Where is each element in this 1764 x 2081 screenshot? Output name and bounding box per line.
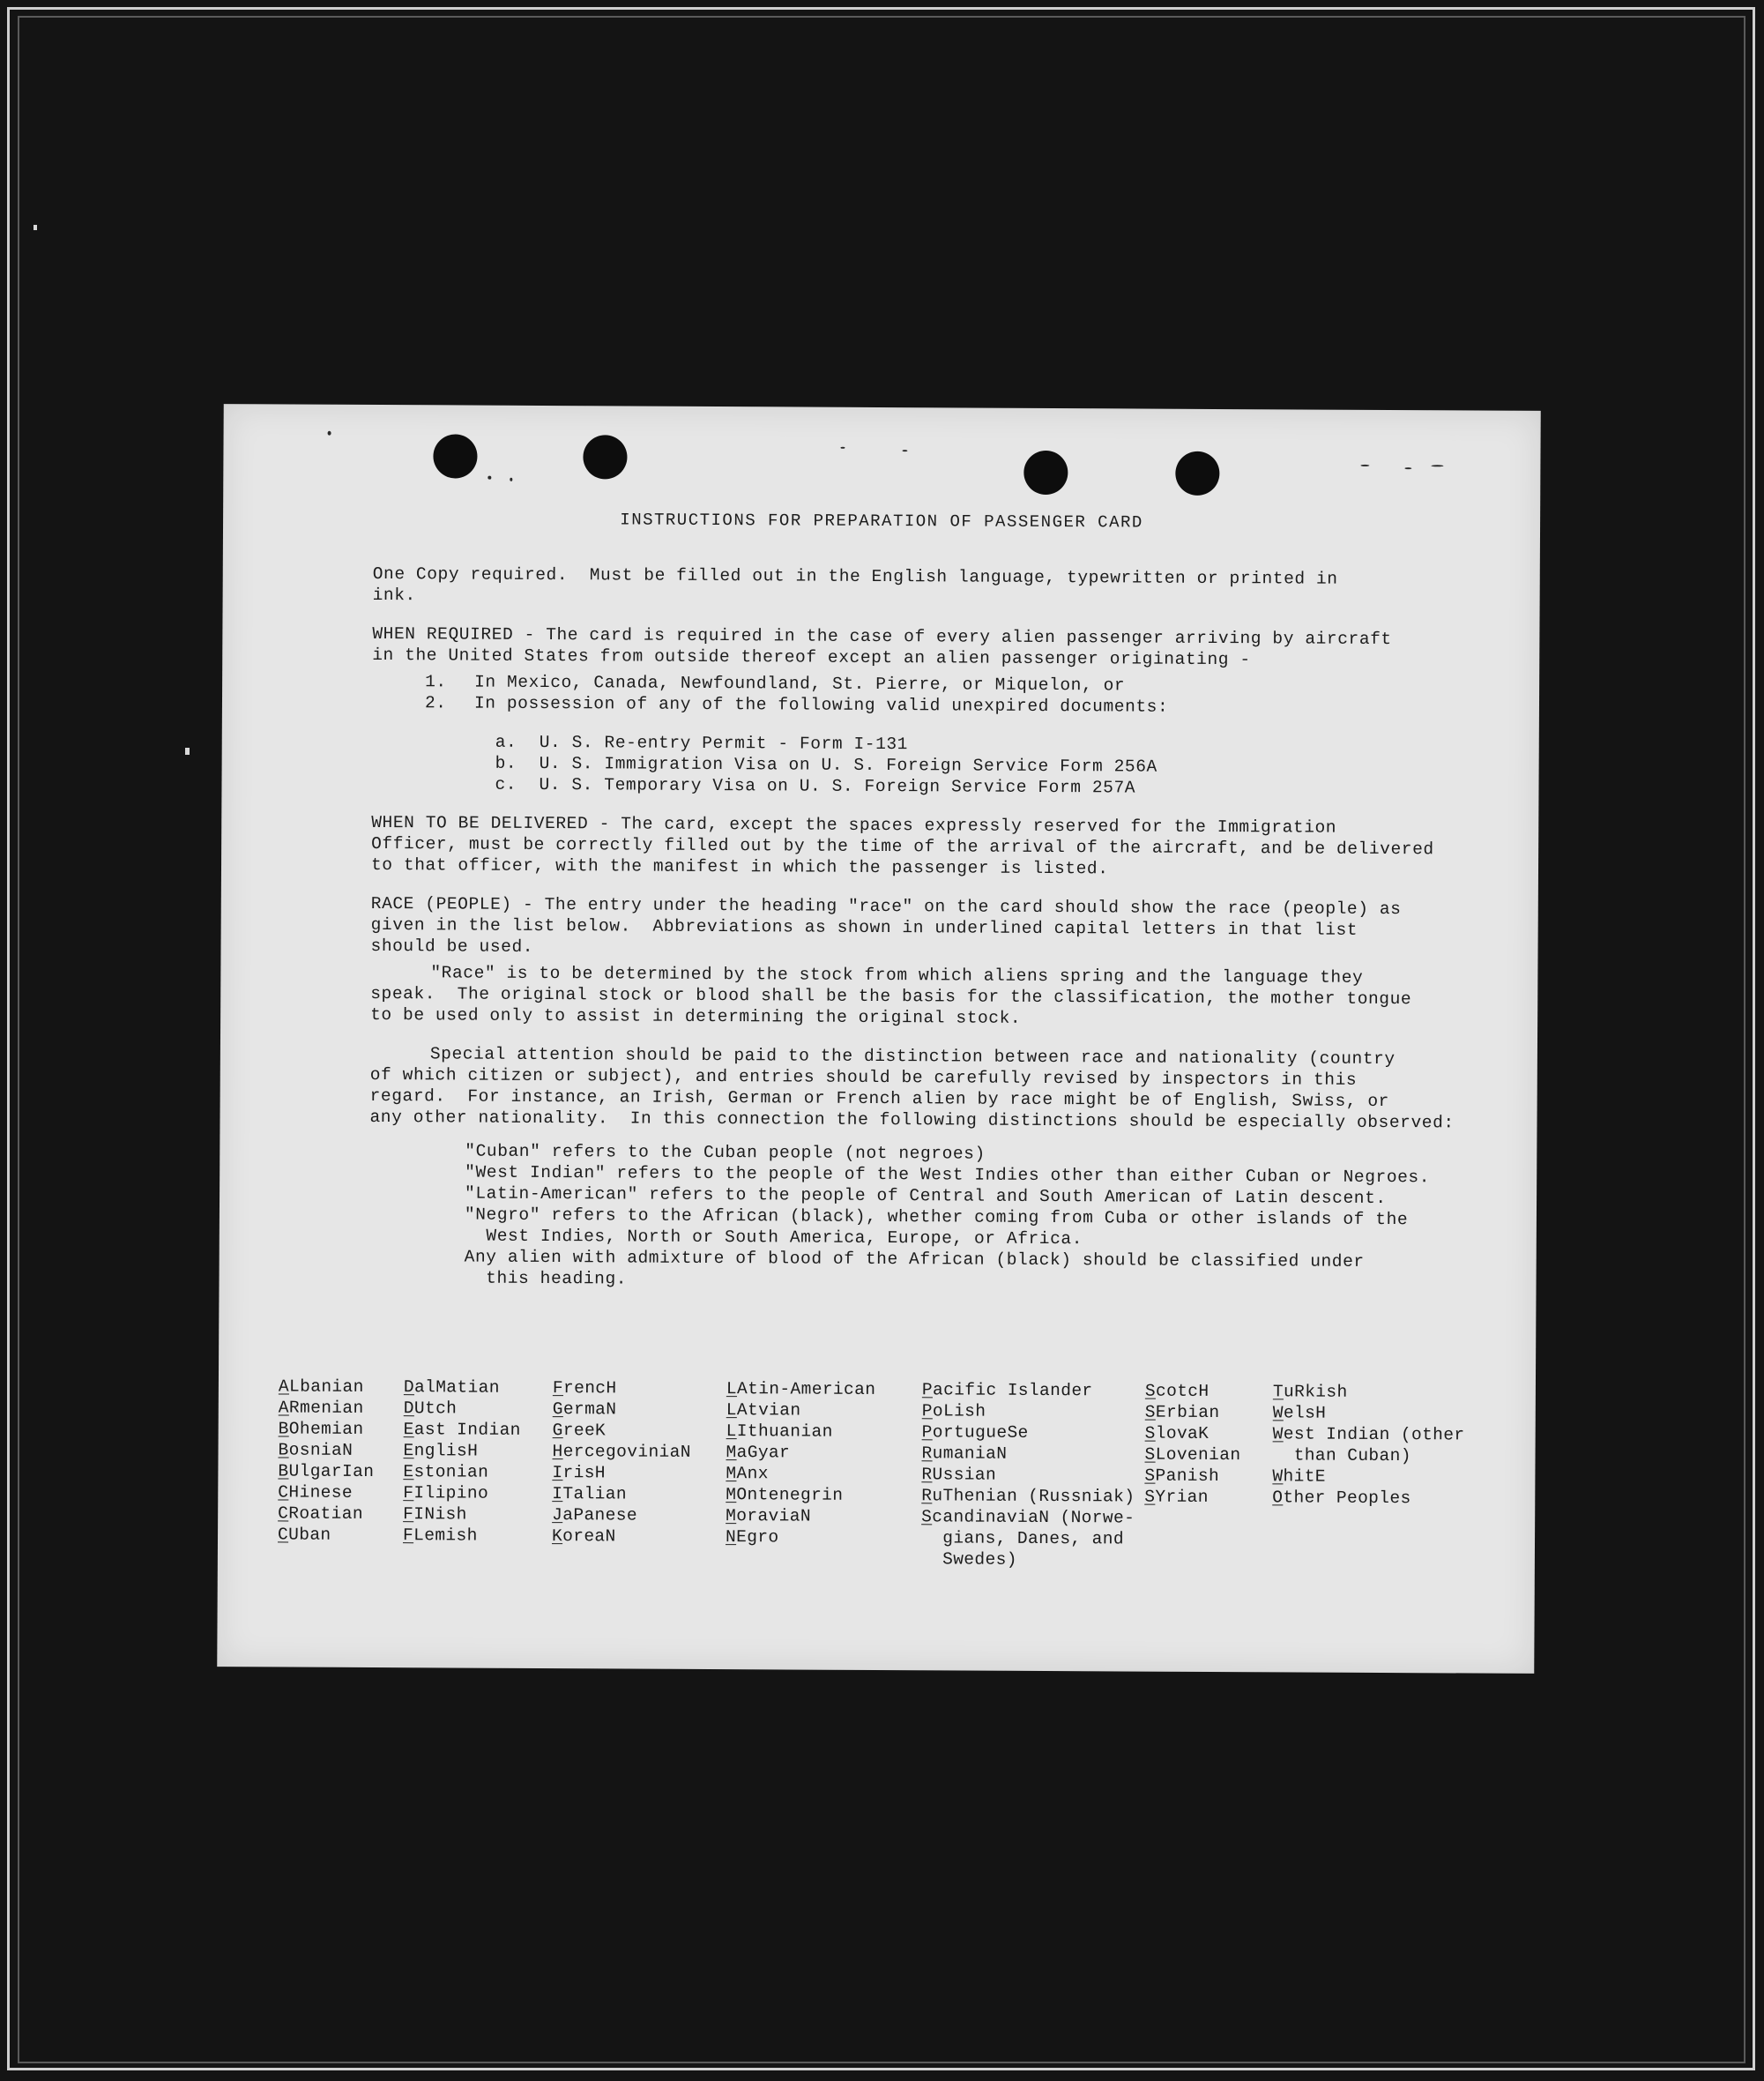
list-item: a. U. S. Re-entry Permit - Form I-131 [495,732,909,755]
race-entry: BosniaN [278,1440,354,1460]
race-nationality-paragraph: Special attention should be paid to the distinction between race and nationality (country of which citizen or subject), and entries should be carefully revised by inspectors in this regard. For instance, an Irish, German or French alien by race might be of English, Swiss, or any other nationality. In this connection the following distinctions should be especially observed: [369,1044,1455,1133]
race-entry: MOntenegrin [726,1485,844,1505]
race-entry: CUban [277,1525,331,1545]
list-item: "Latin-American" refers to the people of Central and South American of Latin descent. [465,1183,1387,1209]
race-entry: Swedes) [920,1549,1017,1570]
race-column [726,1378,875,1548]
race-entry: West Indian (other [1272,1424,1465,1445]
list-item: "West Indian" refers to the people of the West Indies other than either Cuban or Negroes. [465,1162,1431,1188]
film-edge-mark [33,225,37,230]
race-column [278,1376,375,1546]
scan-speck [841,447,845,449]
list-item: "Cuban" refers to the Cuban people (not negroes) [465,1141,986,1164]
race-entry: RUssian [921,1465,997,1485]
race-entry: EnglisH [403,1441,479,1461]
race-entry: LIthuanian [726,1421,833,1442]
race-entry: BOhemian [278,1419,364,1439]
race-entry: SErbian [1144,1402,1220,1423]
race-entry: LAtvian [726,1400,801,1421]
race-entry: WelsH [1272,1403,1327,1423]
distinctions-list [465,1141,1507,1294]
list-item: 2. In possession of any of the following valid unexpired documents: [424,693,1169,717]
when-required-paragraph: WHEN REQUIRED - The card is required in the case of every alien passenger arriving by aircraft in the United States from outside thereof except an alien passenger originating - [372,623,1392,670]
race-entry: JaPanese [552,1505,638,1525]
race-people-paragraph: RACE (PEOPLE) - The entry under the heading "race" on the card should show the race (people) as given in the list below. Abbreviations as shown in underlined capital letters in that list should be used. [370,893,1402,957]
race-entry: SYrian [1144,1487,1209,1507]
race-entry: GermaN [552,1399,617,1420]
race-entry: ScotcH [1144,1381,1209,1401]
race-entry: HercegoviniaN [552,1442,691,1462]
race-entry: GreeK [552,1421,607,1441]
race-entry: gians, Danes, and [920,1528,1125,1549]
race-column [403,1376,521,1547]
scan-speck [488,476,491,480]
scan-speck [510,478,512,481]
race-entry: than Cuban) [1272,1445,1411,1466]
race-column [1272,1381,1465,1509]
race-entry: DalMatian [403,1377,500,1398]
race-entry: PortugueSe [921,1422,1029,1443]
scan-speck [328,431,331,436]
race-entry: SLovenian [1144,1444,1241,1466]
race-entry: CHinese [278,1482,354,1503]
punch-hole [433,434,477,478]
race-entry: NEgro [725,1527,779,1548]
race-entry: CRoatian [278,1503,364,1524]
list-item: "Negro" refers to the African (black), whether coming from Cuba or other islands of the West Indies, North or South America, Europe, or Africa. [464,1205,1409,1249]
exemption-list [425,671,1509,719]
race-entry: KoreaN [551,1526,616,1547]
document-body [369,563,1510,1294]
punch-hole [1023,451,1068,495]
punch-hole [583,435,627,479]
race-definition-paragraph: "Race" is to be determined by the stock from which aliens spring and the language they speak. The original stock or blood shall be the basis for the classification, the mother tongue to be used only to assist in determining the original stock. [370,963,1412,1028]
scan-speck [1404,467,1411,469]
scan-speck [1360,465,1369,466]
race-entry: SPanish [1144,1466,1220,1487]
film-edge-mark [185,748,190,755]
race-entry: ARmenian [278,1398,364,1418]
list-item: 1. In Mexico, Canada, Newfoundland, St. Pierre, or Miquelon, or [425,672,1126,696]
race-column [552,1377,691,1548]
race-entry: BUlgarIan [278,1461,375,1482]
race-entry: FIlipino [403,1483,489,1503]
list-item: Any alien with admixture of blood of the African (black) should be classified under this heading. [464,1247,1365,1289]
race-entry: FLemish [402,1525,478,1546]
race-entry: ScandinaviaN (Norwe- [921,1507,1135,1528]
race-entry: WhitE [1272,1466,1326,1487]
race-entry: TuRkish [1272,1382,1348,1402]
race-entry: MAnx [726,1464,769,1484]
document-title: INSTRUCTIONS FOR PREPARATION OF PASSENGER CARD [620,510,1143,533]
race-list [277,1376,1513,1570]
list-item: b. U. S. Immigration Visa on U. S. Foreign Service Form 256A [495,753,1157,777]
punch-hole [1175,451,1219,496]
race-entry: East Indian [403,1420,521,1440]
document-sheet [217,404,1540,1674]
race-entry: FINish [403,1504,467,1525]
race-entry: MaGyar [726,1443,791,1463]
race-column [921,1379,1135,1570]
race-entry: RuThenian (Russniak) [921,1486,1135,1507]
race-entry: PoLish [921,1401,986,1421]
race-entry: Pacific Islander [921,1380,1093,1401]
race-entry: FrencH [552,1378,617,1399]
race-entry: RumaniaN [921,1443,1008,1464]
document-list [495,732,1508,801]
race-entry: IrisH [552,1463,607,1483]
race-entry: ALbanian [278,1376,364,1397]
race-entry: SlovaK [1144,1423,1209,1443]
race-entry: Other Peoples [1272,1488,1411,1509]
copy-requirement-paragraph: One Copy required. Must be filled out in the English language, typewritten or printed in ink. [372,563,1338,606]
race-entry: ITalian [552,1484,628,1504]
scan-speck [902,450,907,451]
when-delivered-paragraph: WHEN TO BE DELIVERED - The card, except the spaces expressly reserved for the Immigration Officer, must be correctly filled out by the time of the arrival of the aircraft, and be delivered to that officer, with the manifest in which the passenger is listed. [370,812,1434,879]
race-entry: MoraviaN [726,1506,812,1526]
race-entry: Estonian [403,1462,489,1482]
race-entry: DUtch [403,1399,458,1419]
scan-speck [1431,465,1443,466]
race-entry: LAtin-American [726,1379,876,1399]
race-column [1144,1381,1241,1509]
list-item: c. U. S. Temporary Visa on U. S. Foreign Service Form 257A [495,774,1136,798]
